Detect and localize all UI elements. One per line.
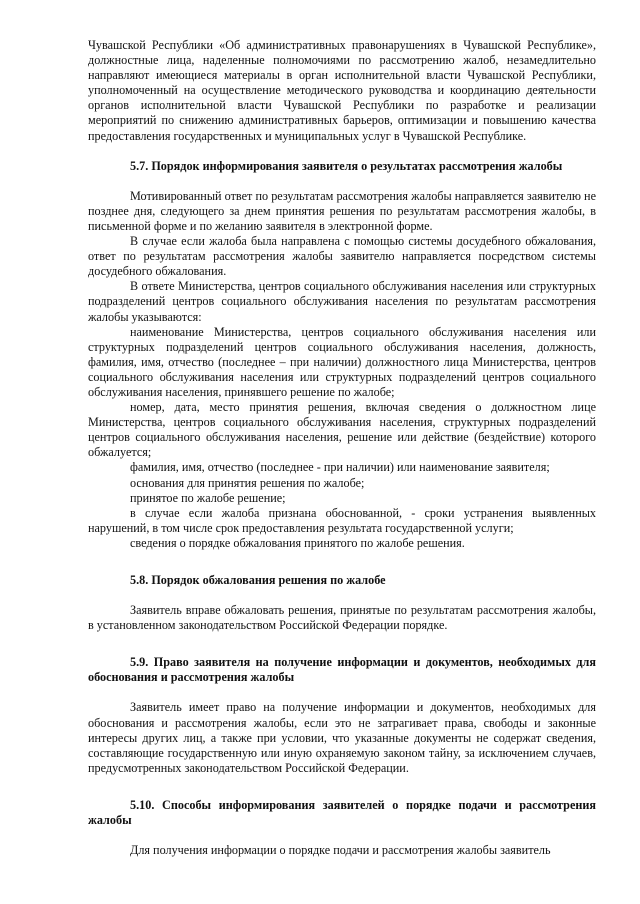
s510-paragraph-1: Для получения информации о порядке подачи и рассмотрения жалобы заявитель [130,843,551,858]
s57-list-item-1: наименование Министерства, центров социального обслуживания населения или структурных подразделений центров социального обслуживания населения, должность, фамилия, имя, отчество (последнее – при наличии) должностного лица Министерства, центров социального обслуживания населения или структурных подразделений центров социального обслуживания населения, принявшего решение по жалобе; [88,324,596,399]
s57-paragraph-1: Мотивированный ответ по результатам рассмотрения жалобы направляется заявителю не позднее дня, следующего за днем принятия решения по результатам рассмотрения жалобы, в письменной форме и по желанию заявителя в электронной форме. [88,188,596,233]
intro-paragraph: Чувашской Республики «Об административных правонарушениях в Чувашской Республике», должностные лица, наделенные полномочиями по рассмотрению жалоб, незамедлительно направляют имеющиеся материалы в орган исполнительной власти Чувашской Республики, уполномоченный на осуществление методического руководства и координацию деятельности органов исполнительной власти Чувашской Республики по разработке и реализации мероприятий по снижению административных барьеров, оптимизации и повышению качества предоставления государственных и муниципальных услуг в Чувашской Республике. [88,38,596,143]
s57-list-item-6: в случае если жалоба признана обоснованной, - сроки устранения выявленных нарушений, в том числе срок предоставления результата государственной услуги; [88,505,596,535]
s57-list-item-3: фамилия, имя, отчество (последнее - при наличии) или наименование заявителя; [130,460,550,475]
s57-list-item-5: принятое по жалобе решение; [130,490,286,505]
s57-list-item-7: сведения о порядке обжалования принятого по жалобе решения. [130,535,465,550]
s57-list-item-4: основания для принятия решения по жалобе; [130,475,365,490]
s57-paragraph-2: В случае если жалоба была направлена с помощью системы досудебного обжалования, ответ по результатам рассмотрения жалобы заявителю направляется посредством системы досудебного обжалования. [88,234,596,279]
section-5-7-title: 5.7. Порядок информирования заявителя о результатах рассмотрения жалобы [130,158,563,173]
section-5-8-title: 5.8. Порядок обжалования решения по жалобе [130,573,386,587]
s58-paragraph-1: Заявитель вправе обжаловать решения, принятые по результатам рассмотрения жалобы, в установленном законодательством Российской Федерации порядке. [88,603,596,633]
section-5-9-title: 5.9. Право заявителя на получение информации и документов, необходимых для обоснования и рассмотрения жалобы [88,655,596,685]
section-5-10-title: 5.10. Способы информирования заявителей о порядке подачи и рассмотрения жалобы [88,797,596,828]
s59-paragraph-1: Заявитель имеет право на получение информации и документов, необходимых для обоснования и рассмотрения жалобы, если это не затрагивает права, свободы и законные интересы других лиц, а также при условии, что указанные документы не содержат сведения, составляющие государственную или иную охраняемую законом тайну, за исключением случаев, предусмотренных законодательством Российской Федерации. [88,700,596,775]
s57-list-item-2: номер, дата, место принятия решения, включая сведения о должностном лице Министерства, центров социального обслуживания населения, структурных подразделений центров социального обслуживания населения, решение или действие (бездействие) которого обжалуется; [88,400,596,460]
s57-paragraph-3: В ответе Министерства, центров социального обслуживания населения или структурных подразделений центров социального обслуживания населения по результатам рассмотрения жалобы указываются: [88,279,596,324]
